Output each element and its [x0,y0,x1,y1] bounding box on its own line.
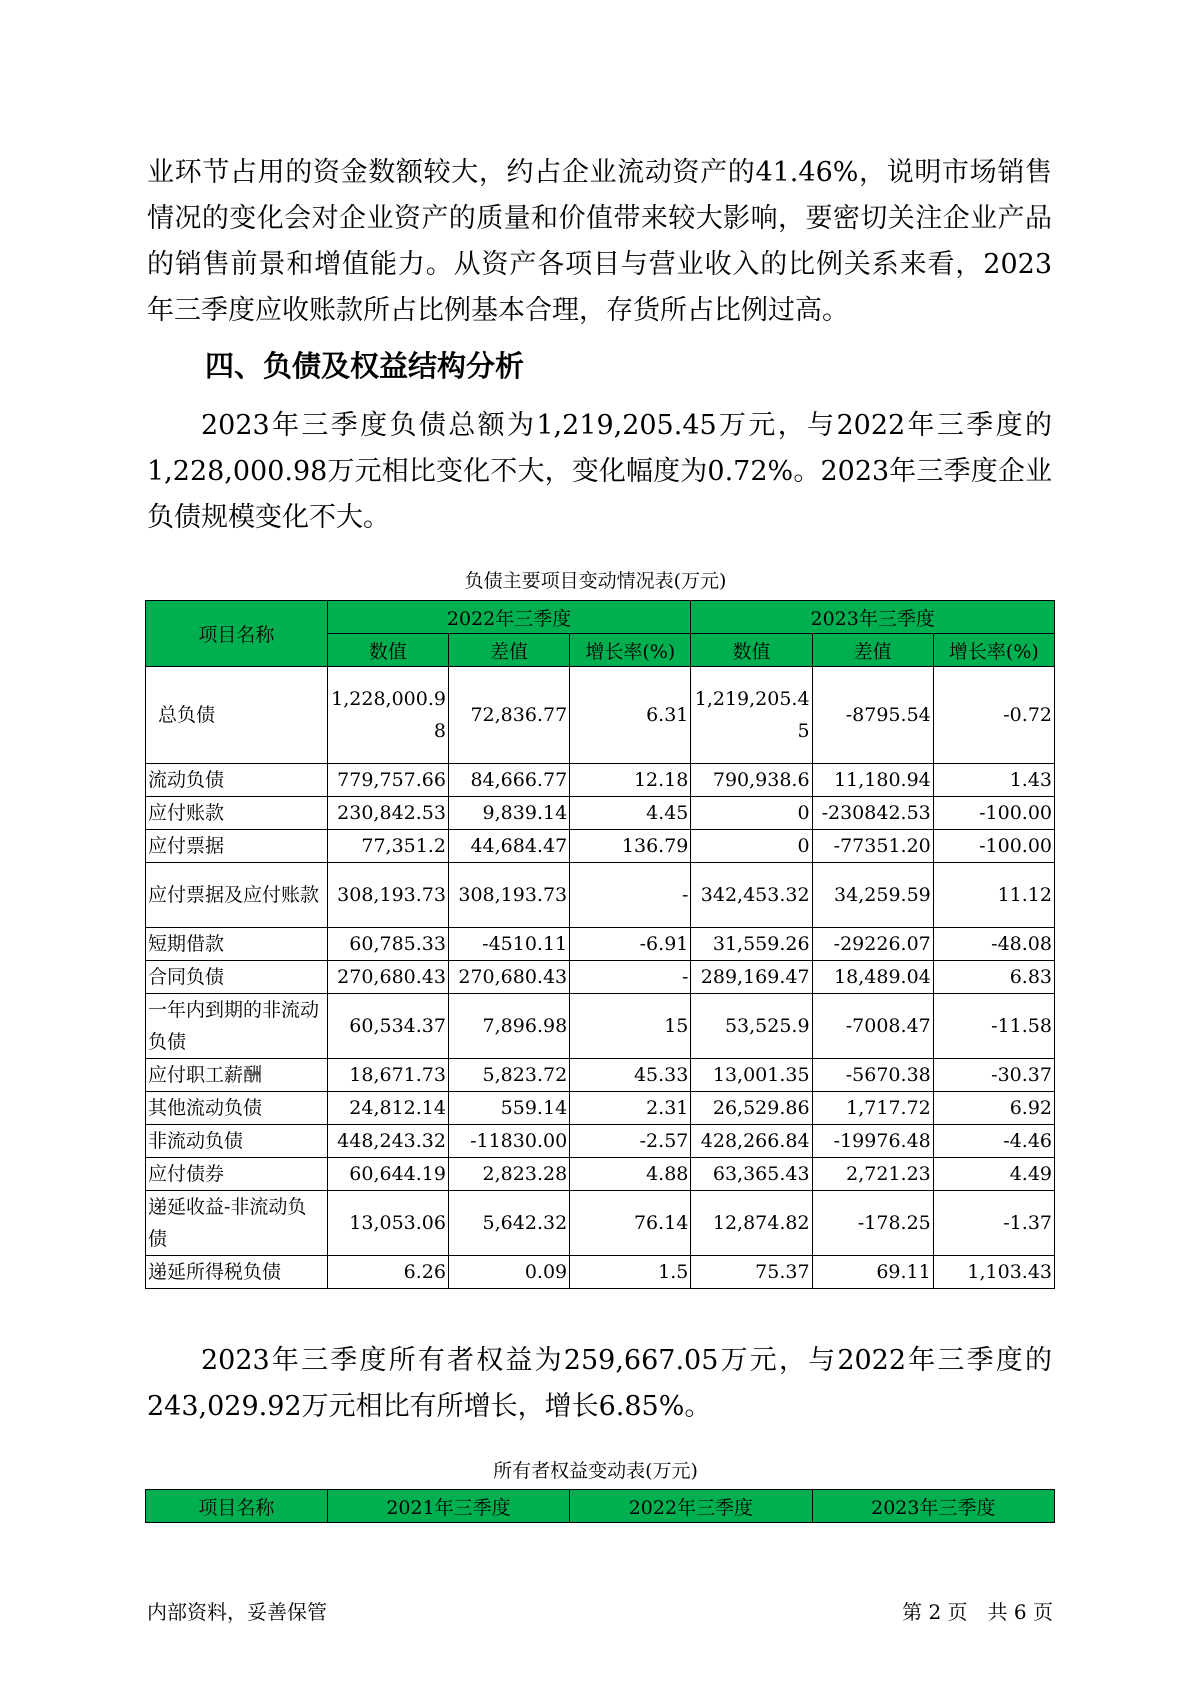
row-item-name: 合同负债 [146,961,328,994]
table-row [146,863,1055,928]
cell-r23: -100.00 [933,797,1054,830]
section-heading: 四、负债及权益结构分析 [205,349,525,383]
sub-header-value-2023: 数值 [691,634,812,667]
table-row [146,1158,1055,1191]
cell-r23: -48.08 [933,928,1054,961]
cell-d22: 72,836.77 [448,667,569,764]
cell-r22: 15 [570,994,691,1059]
cell-d23: 1,717.72 [812,1092,933,1125]
body-paragraph-2: 2023年三季度负债总额为1,219,205.45万元，与2022年三季度的1,228,000.98万元相比变化不大，变化幅度为0.72%。2023年三季度企业负债规模变化不大。 [147,410,1052,533]
table-row [146,1059,1055,1092]
cell-d23: 18,489.04 [812,961,933,994]
cell-r22: -2.57 [570,1125,691,1158]
cell-d23: -5670.38 [812,1059,933,1092]
cell-r22: 2.31 [570,1092,691,1125]
cell-r22: 4.45 [570,797,691,830]
row-item-name: 非流动负债 [146,1125,328,1158]
cell-r23: -4.46 [933,1125,1054,1158]
table-row [146,994,1055,1059]
cell-v22: 77,351.2 [327,830,448,863]
cell-v22: 6.26 [327,1256,448,1289]
group-header-2023: 2023年三季度 [691,601,1055,634]
row-item-name: 应付票据 [146,830,328,863]
cell-r22: - [570,863,691,928]
row-item-name: 其他流动负债 [146,1092,328,1125]
cell-d23: -178.25 [812,1191,933,1256]
cell-v23: 26,529.86 [691,1092,812,1125]
cell-r23: 4.49 [933,1158,1054,1191]
body-paragraph-1: 业环节占用的资金数额较大，约占企业流动资产的41.46%，说明市场销售情况的变化会对企业资产的质量和价值带来较大影响，要密切关注企业产品的销售前景和增值能力。从资产各项目与营业收入的比例关系来看，2023年三季度应收账款所占比例基本合理，存货所占比例过高。 [147,157,1052,326]
footer-page-number: 第 2 页 共 6 页 [902,1600,1053,1624]
cell-d22: 84,666.77 [448,764,569,797]
cell-v22: 60,644.19 [327,1158,448,1191]
cell-r22: 136.79 [570,830,691,863]
cell-d22: 5,823.72 [448,1059,569,1092]
cell-r22: 76.14 [570,1191,691,1256]
row-item-name: 应付债券 [146,1158,328,1191]
cell-r23: -11.58 [933,994,1054,1059]
cell-v22: 308,193.73 [327,863,448,928]
table1-caption: 负债主要项目变动情况表(万元) [464,570,727,592]
cell-d22: 308,193.73 [448,863,569,928]
table-row [146,764,1055,797]
cell-d23: -77351.20 [812,830,933,863]
cell-d23: -29226.07 [812,928,933,961]
cell-d23: -7008.47 [812,994,933,1059]
cell-v23: 75.37 [691,1256,812,1289]
footer-confidential-note: 内部资料，妥善保管 [147,1600,327,1624]
sub-header-rate-2022: 增长率(%) [570,634,691,667]
cell-v22: 230,842.53 [327,797,448,830]
cell-d22: 0.09 [448,1256,569,1289]
col-header-name: 项目名称 [146,601,328,667]
equity-col-header-2021: 2021年三季度 [327,1490,569,1523]
cell-d23: 69.11 [812,1256,933,1289]
cell-v22: 1,228,000.98 [327,667,448,764]
cell-r23: 1.43 [933,764,1054,797]
cell-v23: 1,219,205.45 [691,667,812,764]
row-item-name: 递延所得税负债 [146,1256,328,1289]
cell-v23: 12,874.82 [691,1191,812,1256]
cell-r23: -100.00 [933,830,1054,863]
cell-v23: 31,559.26 [691,928,812,961]
body-paragraph-3: 2023年三季度所有者权益为259,667.05万元，与2022年三季度的243,029.92万元相比有所增长，增长6.85%。 [147,1345,1052,1422]
equity-table [145,1489,1055,1523]
cell-v23: 13,001.35 [691,1059,812,1092]
cell-v23: 428,266.84 [691,1125,812,1158]
cell-d22: 5,642.32 [448,1191,569,1256]
cell-d22: 9,839.14 [448,797,569,830]
cell-v22: 779,757.66 [327,764,448,797]
row-item-name: 应付账款 [146,797,328,830]
liabilities-table [145,600,1055,1289]
row-item-name: 应付职工薪酬 [146,1059,328,1092]
cell-d22: 559.14 [448,1092,569,1125]
row-item-name: 流动负债 [146,764,328,797]
table-row [146,1092,1055,1125]
table-row [146,667,1055,764]
cell-v22: 60,534.37 [327,994,448,1059]
cell-v23: 0 [691,830,812,863]
cell-r23: -1.37 [933,1191,1054,1256]
table-row [146,797,1055,830]
cell-r22: 1.5 [570,1256,691,1289]
cell-v22: 60,785.33 [327,928,448,961]
equity-col-header-2023: 2023年三季度 [812,1490,1054,1523]
cell-v22: 448,243.32 [327,1125,448,1158]
table-row [146,928,1055,961]
equity-col-header-2022: 2022年三季度 [570,1490,812,1523]
sub-header-diff-2023: 差值 [812,634,933,667]
cell-r22: -6.91 [570,928,691,961]
cell-r22: 45.33 [570,1059,691,1092]
equity-col-header-name: 项目名称 [146,1490,328,1523]
cell-r23: 1,103.43 [933,1256,1054,1289]
row-item-name: 递延收益-非流动负债 [146,1191,328,1256]
cell-d23: -230842.53 [812,797,933,830]
cell-v23: 342,453.32 [691,863,812,928]
table-row [146,1256,1055,1289]
cell-d22: 2,823.28 [448,1158,569,1191]
sub-header-rate-2023: 增长率(%) [933,634,1054,667]
cell-d23: 2,721.23 [812,1158,933,1191]
row-item-name: 应付票据及应付账款 [146,863,328,928]
sub-header-value-2022: 数值 [327,634,448,667]
cell-v22: 270,680.43 [327,961,448,994]
cell-r23: -30.37 [933,1059,1054,1092]
cell-r22: 4.88 [570,1158,691,1191]
cell-v23: 0 [691,797,812,830]
row-item-name: 总负债 [146,667,328,764]
cell-v23: 790,938.6 [691,764,812,797]
cell-d22: 270,680.43 [448,961,569,994]
table-row [146,961,1055,994]
cell-r23: -0.72 [933,667,1054,764]
cell-d22: -11830.00 [448,1125,569,1158]
row-item-name: 一年内到期的非流动负债 [146,994,328,1059]
sub-header-diff-2022: 差值 [448,634,569,667]
cell-d22: 7,896.98 [448,994,569,1059]
table2-caption: 所有者权益变动表(万元) [493,1460,698,1482]
group-header-2022: 2022年三季度 [327,601,691,634]
cell-v23: 63,365.43 [691,1158,812,1191]
cell-d22: -4510.11 [448,928,569,961]
cell-d23: -19976.48 [812,1125,933,1158]
cell-r23: 6.83 [933,961,1054,994]
cell-v23: 53,525.9 [691,994,812,1059]
cell-r23: 6.92 [933,1092,1054,1125]
table-row [146,1125,1055,1158]
cell-r22: 12.18 [570,764,691,797]
cell-d23: 11,180.94 [812,764,933,797]
cell-r22: 6.31 [570,667,691,764]
cell-d23: -8795.54 [812,667,933,764]
cell-v22: 13,053.06 [327,1191,448,1256]
cell-d22: 44,684.47 [448,830,569,863]
liabilities-table-body [146,667,1055,1289]
row-item-name: 短期借款 [146,928,328,961]
cell-v22: 24,812.14 [327,1092,448,1125]
cell-v23: 289,169.47 [691,961,812,994]
cell-d23: 34,259.59 [812,863,933,928]
cell-r23: 11.12 [933,863,1054,928]
table-row [146,830,1055,863]
cell-r22: - [570,961,691,994]
cell-v22: 18,671.73 [327,1059,448,1092]
table-row [146,1191,1055,1256]
